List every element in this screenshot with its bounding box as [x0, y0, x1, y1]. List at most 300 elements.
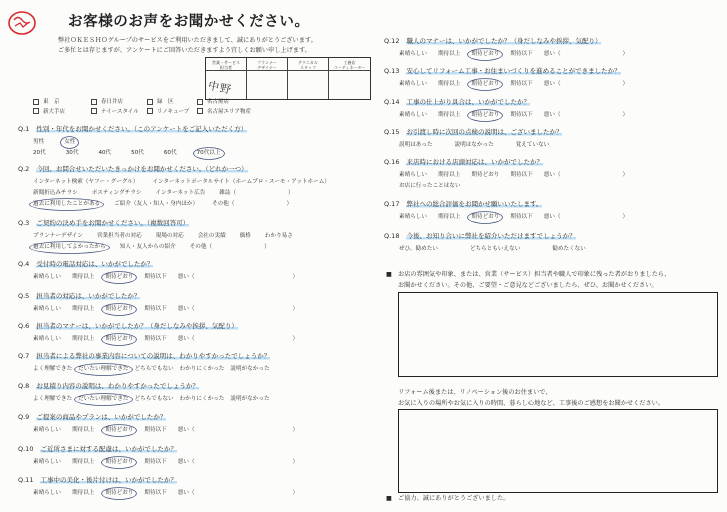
- option-label: 営業担当者の対応: [96, 233, 142, 239]
- option-row: [33, 394, 276, 405]
- option-label: 素晴らしい: [399, 81, 427, 87]
- option[interactable]: [72, 272, 94, 283]
- answer-blank[interactable]: [561, 54, 623, 55]
- option-label: 70代以上: [194, 148, 224, 159]
- answer-blank[interactable]: [234, 204, 286, 205]
- option-label: 期待以上: [437, 172, 461, 178]
- option-label: 覚えていない: [515, 142, 550, 148]
- question-q14: [384, 97, 639, 121]
- closing-paren: ）: [292, 490, 299, 496]
- option-label: 期待以上: [437, 81, 461, 87]
- option-label: 女性: [61, 137, 78, 148]
- option-selected[interactable]: [105, 425, 133, 436]
- option-label: 素晴らしい: [33, 490, 61, 496]
- option[interactable]: [33, 137, 44, 148]
- option-label: 期待以下: [510, 51, 533, 57]
- option[interactable]: [510, 49, 532, 60]
- option[interactable]: [66, 148, 79, 159]
- closing-paren: ）: [292, 459, 299, 465]
- option[interactable]: [152, 177, 329, 188]
- answer-blank[interactable]: [212, 247, 264, 248]
- option[interactable]: [33, 425, 61, 436]
- option-label: 期待以下: [510, 112, 533, 118]
- option-selected[interactable]: [197, 148, 221, 159]
- question-q5: [18, 291, 309, 315]
- option-label: 期待以下: [144, 459, 167, 465]
- option-label: 期待以上: [71, 459, 95, 465]
- option[interactable]: [98, 148, 111, 159]
- comment-prompt-line: お気に入りの場所やお気に入りの時間、暮らし心地など、工事後のご感想をお聞かせください。: [398, 399, 665, 407]
- option-label: 悪い（: [543, 51, 561, 57]
- option-row: [399, 79, 639, 90]
- comment-prompt-1: [386, 270, 670, 291]
- option-row: [33, 334, 309, 345]
- option[interactable]: [438, 49, 460, 60]
- option[interactable]: [455, 140, 494, 151]
- option-selected[interactable]: [471, 110, 499, 121]
- option-row: [33, 304, 309, 315]
- option-row: [399, 212, 639, 223]
- staff-header-coordinator: [329, 58, 370, 71]
- option-label: 期待以上: [437, 214, 461, 220]
- option-label: 悪い（: [177, 336, 195, 342]
- option-row: [33, 272, 309, 283]
- answer-blank[interactable]: [561, 115, 623, 116]
- question-q11: [18, 475, 309, 499]
- option-label: 現場の対応: [155, 233, 184, 239]
- header-line: 工務店: [343, 59, 356, 65]
- header-line: デザイナー: [257, 64, 277, 70]
- answer-blank[interactable]: [195, 309, 293, 310]
- question-line: [384, 127, 571, 140]
- option-row: [399, 244, 618, 255]
- store-option[interactable]: [91, 98, 147, 108]
- option[interactable]: [144, 488, 166, 499]
- staff-cell-sales[interactable]: [206, 71, 247, 99]
- question-text: 担当者のマナーは、いかがでしたか？（身だしなみや挨拶、気配り）: [36, 322, 238, 330]
- closing-paren: ）: [622, 51, 629, 57]
- option[interactable]: [144, 425, 166, 436]
- option[interactable]: [144, 304, 166, 315]
- question-number: Q.12: [384, 37, 400, 45]
- question-text: お見積り内容の説明は、わかりやすかったでしょうか？: [36, 382, 199, 390]
- option-selected[interactable]: [471, 79, 499, 90]
- option-label: その他（: [189, 244, 213, 250]
- question-text: 今回、お問合せいただいたきっかけをお聞かせください。（どれか一つ）: [36, 165, 248, 173]
- question-text: 工事中の美化・後片付けは、いかがでしたか？: [40, 476, 177, 484]
- option[interactable]: [265, 231, 293, 242]
- option[interactable]: [120, 242, 176, 253]
- question-text: お引渡し時に次回の点検の説明は、ございましたか？: [406, 128, 563, 136]
- option-label: 知人・友人からの紹介: [119, 244, 176, 250]
- question-text: 今後、お知り合いに弊社を紹介いただけますでしょうか？: [406, 232, 576, 240]
- store-label: 名古屋店: [207, 99, 230, 105]
- option-label: 勧めたくない: [552, 246, 586, 252]
- store-option[interactable]: [197, 98, 307, 108]
- question-q12: [384, 36, 639, 60]
- question-number: Q.3: [18, 219, 30, 227]
- staff-cell-technical[interactable]: [288, 71, 329, 99]
- option-label: わかりにくかった: [179, 396, 225, 402]
- store-checklist: [33, 98, 307, 117]
- option-selected[interactable]: [105, 488, 133, 499]
- option[interactable]: [544, 49, 628, 60]
- comment-prompt-line: リフォーム後または、リノベーション後のお住まいで、: [398, 389, 552, 396]
- option[interactable]: [178, 488, 298, 499]
- option-label: その他（: [212, 201, 235, 207]
- option[interactable]: [399, 140, 433, 151]
- option-label: 60代: [163, 150, 177, 156]
- option-selected[interactable]: [64, 137, 75, 148]
- option-label: 素晴らしい: [33, 427, 61, 433]
- checkbox-icon[interactable]: [91, 108, 97, 114]
- option-selected[interactable]: [471, 212, 499, 223]
- option-label: 悪い（: [177, 274, 195, 280]
- option-label: 40代: [98, 150, 112, 156]
- option-label: 期待以下: [510, 214, 533, 220]
- intro-line: 弊社ＯＫＥＳＨＯグループのサービスをご利用いただきまして、誠にありがとうございます。: [58, 37, 317, 44]
- option-label: 素晴らしい: [399, 172, 427, 178]
- option-label: どちらでもない: [134, 396, 174, 402]
- option[interactable]: [180, 364, 225, 375]
- question-text: 弊社への総合評価をお聞かせ願いいたします。: [406, 200, 543, 208]
- option-label: 説明はあった: [399, 142, 433, 148]
- option-label: 説明がなかった: [230, 396, 270, 402]
- option[interactable]: [438, 79, 460, 90]
- option-label: ポスティングチラシ: [91, 190, 142, 196]
- option[interactable]: [33, 394, 72, 405]
- option[interactable]: [219, 188, 293, 199]
- option-label: インターネット広告: [155, 190, 206, 196]
- question-line: [18, 475, 309, 488]
- option-label: 期待以上: [71, 274, 95, 280]
- option-label: 悪い（: [543, 172, 561, 178]
- option-label: 素晴らしい: [33, 306, 61, 312]
- checkbox-icon[interactable]: [147, 108, 153, 114]
- option[interactable]: [190, 242, 270, 253]
- option[interactable]: [131, 148, 144, 159]
- question-line: [384, 97, 639, 110]
- option-row: [399, 49, 639, 60]
- option-label: 期待どおり: [102, 304, 136, 315]
- answer-blank[interactable]: [195, 277, 293, 278]
- option[interactable]: [135, 394, 174, 405]
- question-line: [384, 199, 639, 212]
- thank-you-footer: ■ ご協力、誠にありがとうございました。: [386, 495, 510, 502]
- option[interactable]: [144, 457, 166, 468]
- option-label: 期待以上: [71, 306, 95, 312]
- option[interactable]: [97, 231, 142, 242]
- option[interactable]: [92, 188, 142, 199]
- store-option[interactable]: [147, 98, 197, 108]
- closing-paren: ）: [292, 306, 299, 312]
- option-label: 男性: [33, 139, 45, 145]
- checkbox-icon[interactable]: [33, 108, 39, 114]
- option[interactable]: [33, 231, 83, 242]
- option[interactable]: [135, 364, 174, 375]
- option-label: 期待どおり: [102, 488, 136, 499]
- question-line: [18, 381, 276, 394]
- question-q10: [18, 444, 309, 468]
- option[interactable]: [155, 188, 205, 199]
- option-label: 期待以下: [144, 274, 167, 280]
- question-q9: [18, 412, 309, 436]
- answer-blank[interactable]: [561, 84, 623, 85]
- store-label: リノキューブ: [157, 108, 190, 115]
- option[interactable]: [399, 212, 427, 223]
- option[interactable]: [544, 79, 628, 90]
- question-number: Q.7: [18, 352, 30, 360]
- option[interactable]: [470, 244, 520, 255]
- store-label: 新大手店: [43, 108, 66, 115]
- option[interactable]: [72, 304, 94, 315]
- answer-blank[interactable]: [195, 493, 293, 494]
- option[interactable]: [33, 457, 61, 468]
- option[interactable]: [399, 110, 427, 121]
- store-label: 名古屋エリア物産: [207, 108, 252, 115]
- option[interactable]: [510, 170, 532, 181]
- intro-text: [58, 36, 317, 55]
- header-line: プランナー: [257, 59, 277, 65]
- question-number: Q.8: [18, 382, 30, 390]
- option-selected[interactable]: [78, 364, 128, 375]
- store-label: ナイースタイル: [101, 108, 139, 115]
- comment-box-2[interactable]: [398, 409, 718, 493]
- option[interactable]: [178, 304, 298, 315]
- option-label: 期待どおり: [102, 425, 136, 436]
- option[interactable]: [438, 170, 460, 181]
- option-label: 過去に利用してよかったから: [30, 242, 109, 253]
- option[interactable]: [33, 488, 61, 499]
- option[interactable]: [33, 148, 46, 159]
- option-label: 悪い（: [543, 112, 561, 118]
- option[interactable]: [438, 212, 460, 223]
- option-label: どちらでもない: [134, 366, 174, 372]
- option[interactable]: [510, 79, 532, 90]
- closing-paren: ）: [288, 190, 294, 196]
- option[interactable]: [399, 79, 427, 90]
- option-label: だいたい理解できた: [75, 364, 131, 375]
- question-text: 受付時の電話対応は、いかがでしたか？: [36, 260, 154, 268]
- question-q17: [384, 199, 639, 223]
- option[interactable]: [510, 212, 532, 223]
- option-row: [33, 364, 276, 375]
- option-label: 期待どおり: [471, 172, 500, 178]
- option[interactable]: [544, 170, 628, 181]
- option-label: 期待どおり: [102, 334, 136, 345]
- option-row: [33, 231, 307, 242]
- option[interactable]: [399, 181, 461, 192]
- option[interactable]: [230, 364, 269, 375]
- option[interactable]: [178, 425, 298, 436]
- option[interactable]: [544, 212, 628, 223]
- option-label: ぜひ、勧めたい: [399, 246, 438, 252]
- store-option[interactable]: [33, 98, 91, 108]
- option-label: 素晴らしい: [33, 274, 61, 280]
- option-label: 期待以下: [510, 172, 533, 178]
- question-line: [384, 157, 639, 170]
- option[interactable]: [33, 177, 138, 188]
- question-text: ご近所さまに対する配慮は、いかがでしたか？: [40, 445, 177, 453]
- question-line: [18, 164, 344, 177]
- option[interactable]: [399, 49, 427, 60]
- option[interactable]: [516, 140, 550, 151]
- option-selected[interactable]: [33, 199, 100, 210]
- answer-blank[interactable]: [236, 193, 288, 194]
- comment-prompt-2: [398, 388, 664, 409]
- store-option[interactable]: [197, 108, 307, 118]
- question-line: [384, 66, 639, 79]
- answer-blank[interactable]: [195, 462, 293, 463]
- option[interactable]: [178, 334, 298, 345]
- header-line: テクニカル: [298, 59, 318, 65]
- staff-header-planner: [247, 58, 288, 71]
- staff-cell-planner[interactable]: [247, 71, 288, 99]
- question-text: ご契約の決め手をお聞かせください。（複数回答可）: [36, 219, 190, 227]
- option[interactable]: [33, 272, 61, 283]
- question-text: 担当者による弊社の事業内容についての説明は、わかりやすかったでしょうか？: [36, 352, 271, 360]
- option-label: インターネット検索（ヤフー・グーグル）: [33, 179, 139, 185]
- answer-blank[interactable]: [195, 339, 293, 340]
- option-selected[interactable]: [105, 304, 133, 315]
- option-label: よく理解できた: [33, 366, 73, 372]
- store-option[interactable]: [91, 108, 147, 118]
- closing-paren: ）: [622, 81, 629, 87]
- option-selected[interactable]: [105, 457, 133, 468]
- option-label: 期待どおり: [468, 212, 502, 223]
- option-label: 会社の実績: [197, 233, 226, 239]
- checkbox-icon[interactable]: [197, 99, 203, 105]
- answer-blank[interactable]: [561, 217, 623, 218]
- store-option[interactable]: [147, 108, 197, 118]
- option-label: 悪い（: [177, 459, 195, 465]
- option-label: 説明はなかった: [454, 142, 494, 148]
- option[interactable]: [72, 334, 94, 345]
- option[interactable]: [230, 394, 269, 405]
- question-number: Q.6: [18, 322, 30, 330]
- option-row: [33, 488, 309, 499]
- option[interactable]: [33, 304, 61, 315]
- question-text: 職人のマナーは、いかがでしたか？（身だしなみや挨拶、気配り）: [406, 37, 602, 45]
- comment-box-1[interactable]: [398, 292, 718, 377]
- answer-blank[interactable]: [195, 430, 293, 431]
- option[interactable]: [164, 148, 177, 159]
- store-option[interactable]: [33, 108, 91, 118]
- option-label: 期待以上: [437, 51, 461, 57]
- question-q7: [18, 351, 276, 375]
- question-q8: [18, 381, 276, 405]
- staff-header-technical: [288, 58, 329, 71]
- option-label: 50代: [131, 150, 144, 156]
- closing-paren: ）: [622, 172, 629, 178]
- option[interactable]: [33, 364, 72, 375]
- option[interactable]: [72, 425, 94, 436]
- question-number: Q.15: [384, 128, 400, 136]
- option[interactable]: [240, 231, 251, 242]
- option[interactable]: [399, 244, 438, 255]
- question-text: 性別・年代をお聞かせください。（このアンケートをご記入いただく方）: [36, 125, 248, 133]
- option[interactable]: [33, 188, 78, 199]
- staff-cell-coordinator[interactable]: [329, 71, 370, 99]
- option[interactable]: [544, 110, 628, 121]
- option-row: [399, 181, 639, 192]
- option-selected[interactable]: [78, 394, 128, 405]
- option-label: よく理解できた: [33, 396, 73, 402]
- option[interactable]: [198, 231, 226, 242]
- question-number: Q.13: [384, 67, 400, 75]
- option-selected[interactable]: [33, 242, 106, 253]
- question-q16: [384, 157, 639, 192]
- question-number: Q.5: [18, 292, 30, 300]
- closing-paren: ）: [622, 112, 629, 118]
- option-label: インターネットポータルサイト（ホームプロ・スーモ・アットホーム）: [152, 179, 330, 185]
- question-line: [18, 412, 309, 425]
- option[interactable]: [178, 457, 298, 468]
- checkbox-icon[interactable]: [197, 108, 203, 114]
- option-label: 価格: [239, 233, 251, 239]
- question-number: Q.16: [384, 158, 400, 166]
- option[interactable]: [114, 199, 198, 210]
- option-selected[interactable]: [471, 49, 499, 60]
- option[interactable]: [178, 272, 298, 283]
- option[interactable]: [399, 170, 427, 181]
- option[interactable]: [212, 199, 292, 210]
- option[interactable]: [72, 488, 94, 499]
- checkbox-icon[interactable]: [33, 99, 39, 105]
- option[interactable]: [438, 110, 460, 121]
- option-label: 期待以下: [144, 306, 167, 312]
- option-label: 期待以上: [437, 112, 461, 118]
- question-number: Q.11: [18, 476, 34, 484]
- staff-header-sales: [206, 58, 247, 71]
- option-label: 期待以下: [144, 427, 167, 433]
- checkbox-icon[interactable]: [147, 99, 153, 105]
- option-label: 30代: [65, 150, 79, 156]
- comment-prompt-line: お聞かせください。その他、ご要望・ご意見などございましたら、ぜひ、お聞かせください。: [398, 281, 658, 289]
- closing-paren: ）: [286, 201, 293, 207]
- option[interactable]: [510, 110, 532, 121]
- option-selected[interactable]: [105, 272, 133, 283]
- option[interactable]: [72, 457, 94, 468]
- option[interactable]: [144, 334, 166, 345]
- option[interactable]: [552, 244, 586, 255]
- option-row: [399, 110, 639, 121]
- option[interactable]: [471, 170, 499, 181]
- option-row: [33, 425, 309, 436]
- option-label: 期待どおり: [102, 272, 136, 283]
- option-selected[interactable]: [105, 334, 133, 345]
- store-label: 緑 区: [157, 99, 174, 105]
- option[interactable]: [156, 231, 184, 242]
- question-text: 安心してリフォーム工事・お住まいづくりを進めることができましたか？: [406, 67, 621, 75]
- option[interactable]: [144, 272, 166, 283]
- question-q4: [18, 259, 309, 283]
- option[interactable]: [33, 334, 61, 345]
- question-q6: [18, 321, 309, 345]
- closing-paren: ）: [292, 274, 299, 280]
- closing-paren: ）: [264, 244, 270, 250]
- option-label: 20代: [33, 150, 46, 156]
- checkbox-icon[interactable]: [91, 99, 97, 105]
- closing-paren: ）: [622, 214, 629, 220]
- option-label: 悪い（: [177, 306, 195, 312]
- option-label: 新聞折込みチラシ: [33, 190, 78, 196]
- option[interactable]: [180, 394, 225, 405]
- answer-blank[interactable]: [561, 175, 623, 176]
- option-label: 期待どおり: [468, 110, 502, 121]
- question-number: Q.17: [384, 200, 400, 208]
- store-label: 東 京: [43, 99, 60, 105]
